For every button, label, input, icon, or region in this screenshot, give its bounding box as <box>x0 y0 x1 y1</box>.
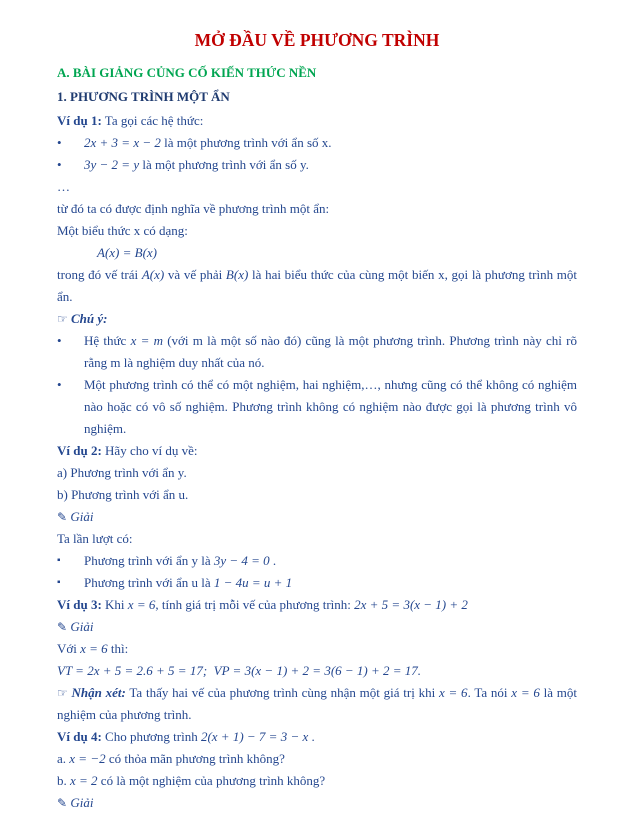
example-1-intro <box>57 110 577 132</box>
text-run: và vế phải <box>164 267 226 282</box>
solution-label: Giải <box>70 509 94 524</box>
math-expression: x = 6 <box>80 641 108 656</box>
pencil-icon: ✎ <box>57 796 68 810</box>
bullet-text <box>84 550 577 572</box>
remark-paragraph <box>57 682 577 726</box>
square-bullet-icon: ▪ <box>57 555 61 566</box>
math-expression: 3y − 4 = 0 <box>213 553 270 568</box>
bullet-text <box>84 330 577 374</box>
pointing-hand-icon: ☞ <box>57 686 68 700</box>
math-expression: A(x) = B(x) <box>97 245 158 260</box>
math-expression: B(x) <box>225 267 249 282</box>
round-bullet-icon: • <box>57 377 62 392</box>
text-run: Hệ thức <box>84 333 131 348</box>
solution-heading <box>57 616 577 638</box>
bullet-text <box>84 132 577 154</box>
main-equation <box>97 242 577 264</box>
math-expression: VT = 2x + 5 = 2.6 + 5 = 17; VP = 3(x − 1) + 2 = 3(6 − 1) + 2 = 17. <box>57 663 422 678</box>
math-expression: x = m <box>130 333 163 348</box>
math-expression: 2x + 5 = 3(x − 1) + 2 <box>354 597 468 612</box>
bullet-text-tail: là một phương trình với ẩn số y. <box>139 157 309 172</box>
example-2-label: Ví dụ 2: <box>57 443 102 458</box>
note-bullet-1 <box>57 330 577 374</box>
definition-intro: từ đó ta có được định nghĩa về phương trình một ẩn: <box>57 201 330 216</box>
text-run: b. <box>57 773 70 788</box>
pencil-icon: ✎ <box>57 620 68 634</box>
solution-bullet-2 <box>57 572 577 594</box>
page-title: MỞ ĐẦU VỀ PHƯƠNG TRÌNH <box>194 30 440 50</box>
definition-paragraph <box>57 264 577 308</box>
example-4-intro <box>57 726 577 748</box>
note-bullet-2 <box>57 374 577 440</box>
text-run: . <box>269 553 277 568</box>
pointing-hand-icon: ☞ <box>57 312 68 326</box>
example-2-text: Hãy cho ví dụ về: <box>101 443 198 458</box>
text-run: Phương trình với ẩn u là <box>84 575 214 590</box>
text-run: Ta thấy hai vế của phương trình cùng nhận một giá trị khi <box>125 685 439 700</box>
math-expression: 3y − 2 = y <box>84 157 140 172</box>
bullet-item-equation-y <box>57 154 577 176</box>
text-run: có là một nghiệm của phương trình không? <box>97 773 326 788</box>
example-4-label: Ví dụ 4: <box>57 729 102 744</box>
round-bullet-icon: • <box>57 157 62 172</box>
example-2-item-a: a) Phương trình với ẩn y. <box>57 465 187 480</box>
text-run: Với <box>57 641 81 656</box>
text-run: . <box>308 729 315 744</box>
vt-vp-equation <box>57 660 577 682</box>
solution-bullet-1 <box>57 550 577 572</box>
section-1-heading: 1. PHƯƠNG TRÌNH MỘT ẨN <box>57 89 230 104</box>
bullet-text-tail: là một phương trình với ẩn số x. <box>160 135 332 150</box>
example-4-item-a <box>57 748 577 770</box>
solution-heading <box>57 792 577 814</box>
math-expression: x = −2 <box>69 751 106 766</box>
math-expression: 1 − 4u = u + 1 <box>213 575 293 590</box>
bullet-text: Một phương trình có thể có một nghiệm, hai nghiệm,…, nhưng cũng có thể không có nghiệm nào hoặc có vô số nghiệm. Phương trình không có nghiệm nào được gọi là phương trình vô nghiệm. <box>84 377 577 436</box>
math-expression: 2(x + 1) − 7 = 3 − x <box>200 729 309 744</box>
example-2-intro <box>57 440 577 462</box>
pencil-icon: ✎ <box>57 510 68 524</box>
text-run: Phương trình với ẩn y là <box>84 553 214 568</box>
math-expression: x = 2 <box>70 773 98 788</box>
remark-label: Nhận xét: <box>71 685 126 700</box>
ellipsis-line: … <box>57 179 70 194</box>
solution-label: Giải <box>70 619 94 634</box>
text-run: . Ta nói <box>467 685 512 700</box>
text-run: thì: <box>107 641 129 656</box>
sequence-intro: Ta lần lượt có: <box>57 531 133 546</box>
with-x-line <box>57 638 577 660</box>
text-run: a. <box>57 751 70 766</box>
section-a-heading: A. BÀI GIẢNG CỦNG CỐ KIẾN THỨC NỀN <box>57 65 317 80</box>
example-3-label: Ví dụ 3: <box>57 597 102 612</box>
note-heading <box>57 308 577 330</box>
math-expression: x = 6 <box>438 685 468 700</box>
text-run: có thỏa mãn phương trình không? <box>105 751 285 766</box>
text-run: (với m là một số nào đó) cũng là một phương trình. Phương trình này chỉ rõ rằng m là nghiệm duy nhất của nó. <box>84 333 577 370</box>
bullet-item-equation-x <box>57 132 577 154</box>
example-4-item-b <box>57 770 577 792</box>
note-label: Chú ý: <box>71 311 108 326</box>
square-bullet-icon: ▪ <box>57 577 61 588</box>
text-run: là một nghiệm của phương trình. <box>57 685 578 722</box>
solution-heading <box>57 506 577 528</box>
round-bullet-icon: • <box>57 333 62 348</box>
text-run: Cho phương trình <box>101 729 201 744</box>
solution-label: Giải <box>70 795 94 810</box>
math-expression: 2x + 3 = x − 2 <box>84 135 161 150</box>
text-run: trong đó vế trái <box>57 267 142 282</box>
math-expression: A(x) <box>141 267 165 282</box>
example-3-intro <box>57 594 577 616</box>
example-1-text: Ta gọi các hệ thức: <box>101 113 204 128</box>
form-intro: Một biểu thức x có dạng: <box>57 223 188 238</box>
bullet-text <box>84 572 577 594</box>
math-expression: x = 6 <box>127 597 156 612</box>
math-expression: x = 6 <box>511 685 540 700</box>
round-bullet-icon: • <box>57 135 62 150</box>
example-2-item-b: b) Phương trình với ẩn u. <box>57 487 189 502</box>
text-run: Khi <box>101 597 128 612</box>
example-1-label: Ví dụ 1: <box>57 113 102 128</box>
text-run: là hai biểu thức của cùng một biến x, gọi là phương trình một ẩn. <box>57 267 577 304</box>
bullet-text <box>84 154 577 176</box>
text-run: , tính giá trị mỗi vế của phương trình: <box>155 597 355 612</box>
